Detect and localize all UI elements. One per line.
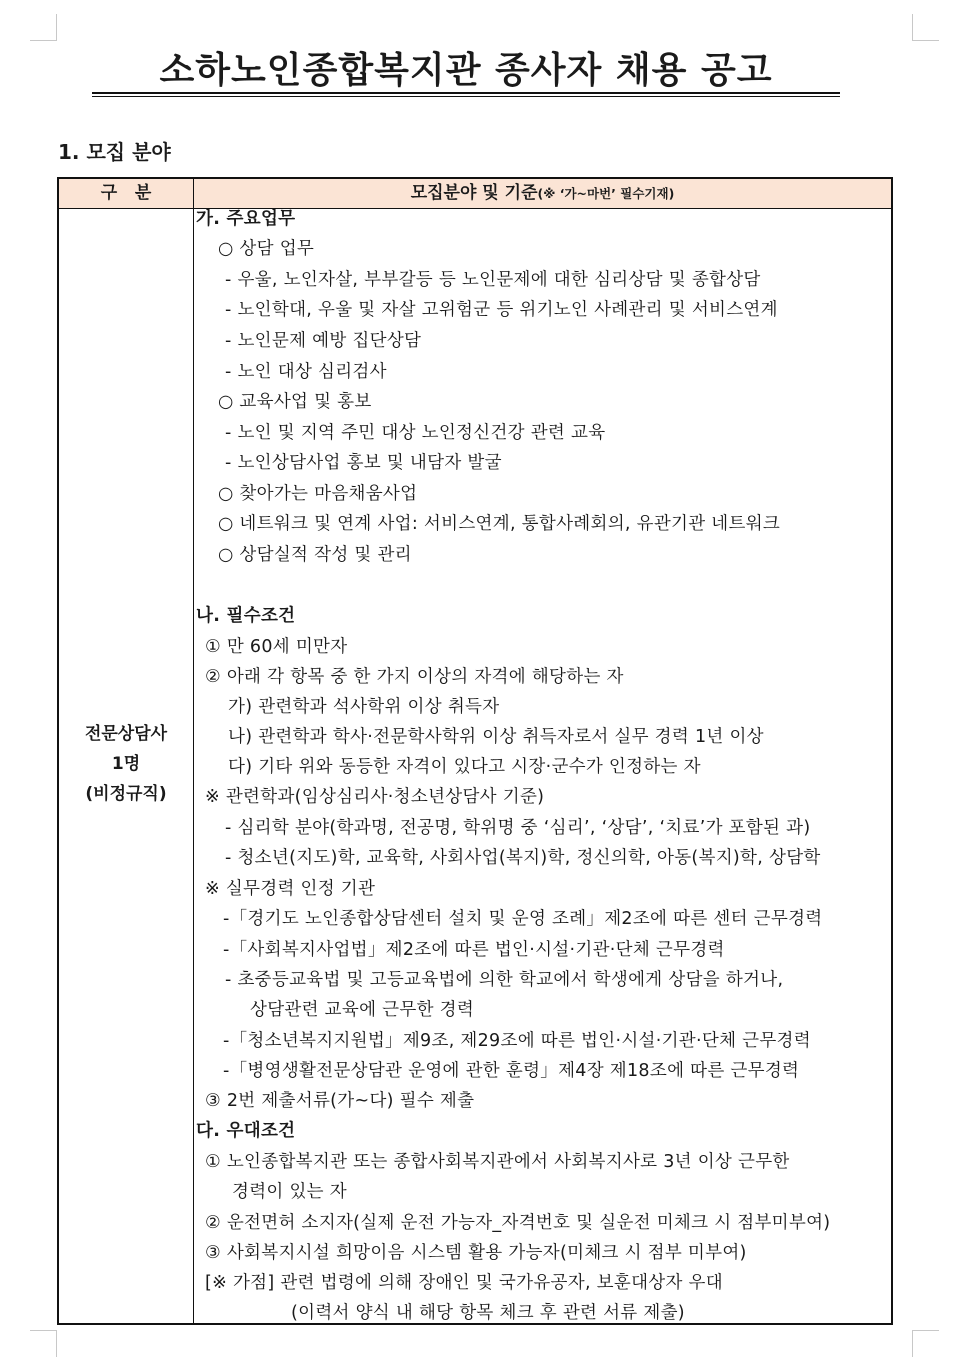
list-item: [※ 가점] 관련 법령에 의해 장애인 및 국가유공자, 보훈대상자 우대 bbox=[205, 1273, 723, 1293]
list-item: 가) 관련학과 석사학위 이상 취득자 bbox=[228, 697, 500, 717]
list-item: - 초중등교육법 및 고등교육법에 의한 학교에서 학생에게 상담을 하거나, bbox=[225, 970, 784, 990]
list-item: ○ 네트워크 및 연계 사업: 서비스연계, 통합사례회의, 유관기관 네트워크 bbox=[218, 514, 781, 534]
list-item: -「사회복지사업법」제2조에 따른 법인·시설·기관·단체 근무경력 bbox=[223, 940, 725, 960]
position-count: 1명 bbox=[111, 754, 141, 774]
list-item: ③ 2번 제출서류(가~다) 필수 제출 bbox=[205, 1091, 475, 1111]
header-note: (※ ‘가~마번’ 필수기재) bbox=[537, 186, 675, 201]
column-divider bbox=[193, 179, 194, 1323]
header-field-label: 모집분야 및 기준 bbox=[410, 183, 538, 203]
list-item: - 노인문제 예방 집단상담 bbox=[225, 331, 422, 351]
list-item: - 노인 및 지역 주민 대상 노인정신건강 관련 교육 bbox=[225, 423, 606, 443]
list-item: ○ 상담 업무 bbox=[218, 239, 315, 259]
heading-preferences: 다. 우대조건 bbox=[196, 1121, 296, 1141]
title-underline-thin bbox=[92, 96, 840, 97]
list-item: ① 노인종합복지관 또는 종합사회복지관에서 사회복지사로 3년 이상 근무한 bbox=[205, 1152, 790, 1172]
heading-requirements: 나. 필수조건 bbox=[196, 606, 296, 626]
heading-main-duties: 가. 주요업무 bbox=[196, 209, 296, 229]
list-item: (이력서 양식 내 해당 항목 체크 후 관련 서류 제출) bbox=[291, 1303, 685, 1323]
crop-mark-bottom-right bbox=[912, 1330, 939, 1357]
list-item: - 심리학 분야(학과명, 전공명, 학위명 중 ‘심리’, ‘상담’, ‘치료’가 포함된 과) bbox=[225, 818, 811, 838]
section-heading: 1. 모집 분야 bbox=[58, 140, 171, 164]
list-item: - 노인 대상 심리검사 bbox=[225, 362, 387, 382]
crop-mark-bottom-left bbox=[30, 1330, 57, 1357]
list-item: -「청소년복지지원법」제9조, 제29조에 따른 법인·시설·기관·단체 근무경력 bbox=[223, 1031, 811, 1051]
recruitment-table bbox=[57, 177, 893, 1325]
crop-mark-top-right bbox=[912, 14, 939, 41]
position-cell bbox=[59, 719, 193, 809]
list-item: -「병영생활전문상담관 운영에 관한 훈령」제4장 제18조에 따른 근무경력 bbox=[223, 1061, 800, 1081]
list-item: ※ 관련학과(임상심리사·청소년상담사 기준) bbox=[205, 787, 545, 807]
position-type: (비정규직) bbox=[85, 784, 167, 804]
list-item: - 청소년(지도)학, 교육학, 사회사업(복지)학, 정신의학, 아동(복지)학, 상담학 bbox=[225, 848, 821, 868]
list-item: ※ 실무경력 인정 기관 bbox=[205, 879, 376, 899]
header-category: 구 분 bbox=[100, 183, 152, 203]
list-item: - 노인상담사업 홍보 및 내담자 발굴 bbox=[225, 453, 502, 473]
list-item: ② 운전면허 소지자(실제 운전 가능자_자격번호 및 실운전 미체크 시 점부미부여) bbox=[205, 1213, 831, 1233]
list-item: 상담관련 교육에 근무한 경력 bbox=[250, 1000, 475, 1020]
crop-mark-top-left bbox=[30, 14, 57, 41]
document-title: 소하노인종합복지관 종사자 채용 공고 bbox=[159, 50, 773, 91]
list-item: ① 만 60세 미만자 bbox=[205, 637, 348, 657]
list-item: -「경기도 노인종합상담센터 설치 및 운영 조례」제2조에 따른 센터 근무경력 bbox=[223, 909, 823, 929]
list-item: 경력이 있는 자 bbox=[232, 1182, 347, 1202]
list-item: 나) 관련학과 학사·전문학사학위 이상 취득자로서 실무 경력 1년 이상 bbox=[228, 727, 764, 747]
list-item: 다) 기타 위와 동등한 자격이 있다고 시장·군수가 인정하는 자 bbox=[228, 757, 701, 777]
list-item: ○ 교육사업 및 홍보 bbox=[218, 392, 372, 412]
title-underline bbox=[92, 92, 840, 94]
list-item: ③ 사회복지시설 희망이음 시스템 활용 가능자(미체크 시 점부 미부여) bbox=[205, 1243, 747, 1263]
list-item: ○ 찾아가는 마음채움사업 bbox=[218, 484, 418, 504]
header-field-criteria bbox=[194, 179, 891, 208]
position-name: 전문상담사 bbox=[84, 724, 168, 744]
list-item: ② 아래 각 항목 중 한 가지 이상의 자격에 해당하는 자 bbox=[205, 667, 624, 687]
list-item: - 노인학대, 우울 및 자살 고위험군 등 위기노인 사례관리 및 서비스연계 bbox=[225, 300, 778, 320]
table-header-row bbox=[59, 179, 891, 209]
list-item: - 우울, 노인자살, 부부갈등 등 노인문제에 대한 심리상담 및 종합상담 bbox=[225, 270, 761, 290]
list-item: ○ 상담실적 작성 및 관리 bbox=[218, 545, 412, 565]
